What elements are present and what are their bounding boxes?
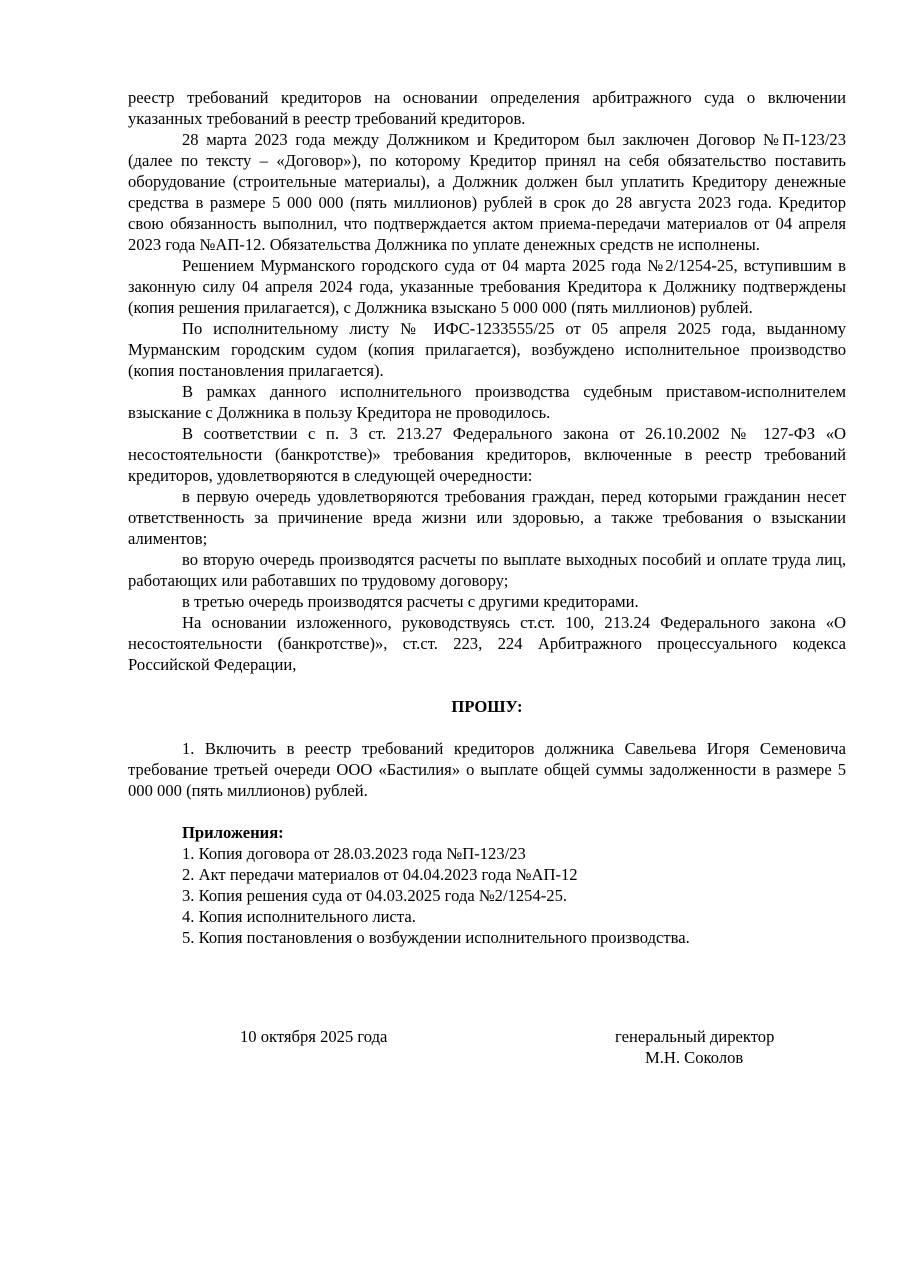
document-page [128, 87, 846, 948]
paragraph-enforcement: В рамках данного исполнительного производства судебным приставом-исполнителем взыскание с Должника в пользу Кредитора не проводилось. [128, 382, 846, 422]
appendix-item: 3. Копия решения суда от 04.03.2025 года №2/1254-25. [182, 886, 568, 905]
paragraph-law-reference: В соответствии с п. 3 ст. 213.27 Федерального закона от 26.10.2002 № 127-ФЗ «О несостоятельности (банкротстве)» требования кредиторов, включенные в реестр требований кредиторов, удовлетворяются в следующей очередности: [128, 424, 846, 485]
appendix-item: 2. Акт передачи материалов от 04.04.2023 года №АП-12 [182, 865, 578, 884]
paragraph-writ: По исполнительному листу № ИФС-1233555/25 от 05 апреля 2025 года, выданному Мурманским городским судом (копия прилагается), возбуждено исполнительное производство (копия постановления прилагается). [128, 319, 846, 380]
paragraph-priority-first: в первую очередь удовлетворяются требования граждан, перед которыми гражданин несет ответственность за причинение вреда жизни или здоровью, а также требования о взыскании алиментов; [128, 487, 846, 548]
paragraph-continuation: реестр требований кредиторов на основании определения арбитражного суда о включении указанных требований в реестр требований кредиторов. [128, 88, 846, 128]
appendix-item: 4. Копия исполнительного листа. [182, 907, 416, 926]
appendix-title: Приложения: [182, 823, 284, 842]
paragraph-priority-second: во вторую очередь производятся расчеты по выплате выходных пособий и оплате труда лиц, работающих или работавших по трудовому договору; [128, 550, 846, 590]
signatory-role: генеральный директор [615, 1027, 775, 1046]
request-heading: ПРОШУ: [451, 697, 523, 716]
paragraph-court-decision: Решением Мурманского городского суда от 04 марта 2025 года №2/1254-25, вступившим в законную силу 04 апреля 2024 года, указанные требования Кредитора к Должнику подтверждены (копия решения прилагается), с Должника взыскано 5 000 000 (пять миллионов) рублей. [128, 256, 846, 317]
signatory-name: М.Н. Соколов [645, 1048, 744, 1067]
request-item: 1. Включить в реестр требований кредиторов должника Савельева Игоря Семеновича требование третьей очереди ООО «Бастилия» о выплате общей суммы задолженности в размере 5 000 000 (пять миллионов) рублей. [128, 739, 846, 800]
signature-date: 10 октября 2025 года [240, 1027, 388, 1046]
paragraph-priority-third: в третью очередь производятся расчеты с другими кредиторами. [182, 592, 639, 611]
appendix-item: 1. Копия договора от 28.03.2023 года №П-123/23 [182, 844, 526, 863]
paragraph-contract: 28 марта 2023 года между Должником и Кредитором был заключен Договор №П-123/23 (далее по тексту – «Договор»), по которому Кредитор принял на себя обязательство поставить оборудование (строительные материалы), а Должник должен был уплатить Кредитору денежные средства в размере 5 000 000 (пять миллионов) рублей в срок до 28 августа 2023 года. Кредитор свою обязанность выполнил, что подтверждается актом приема-передачи материалов от 04 апреля 2023 года №АП-12. Обязательства Должника по уплате денежных средств не исполнены. [128, 130, 846, 254]
paragraph-grounds: На основании изложенного, руководствуясь ст.ст. 100, 213.24 Федерального закона «О несостоятельности (банкротстве)», ст.ст. 223, 224 Арбитражного процессуального кодекса Российской Федерации, [128, 613, 846, 674]
appendix-item: 5. Копия постановления о возбуждении исполнительного производства. [182, 928, 690, 947]
appendix-list [128, 843, 846, 948]
